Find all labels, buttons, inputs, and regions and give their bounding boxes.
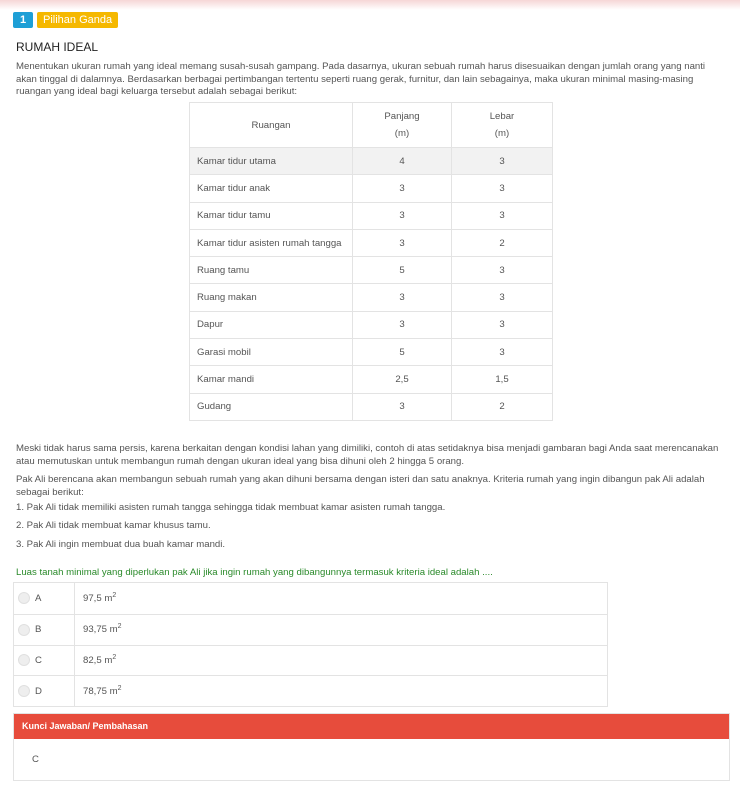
option-value: 97,5 $m^2$ [83, 591, 117, 604]
option-value: 78,75 $m^2$ [83, 684, 122, 697]
table-row [190, 366, 553, 393]
room-length: 3 [353, 175, 452, 202]
answer-key-value: C [32, 754, 39, 765]
criteria-item-1: 1. Pak Ali tidak memiliki asisten rumah tangga sehingga tidak membuat kamar asisten rumah tangga. [16, 502, 446, 513]
intro-paragraph: Menentukan ukuran rumah yang ideal memang susah-susah gampang. Pada dasarnya, ukuran sebuah rumah harus disesuaikan dengan jumlah orang yang nanti akan tinggal di dalamnya. Berdasarkan berbagai pertimbangan tertentu seperti ruang gerak, furnitur, dan lain sebagainya, maka ukuran minimal masing-masing ruangan yang ideal bagi keluarga tersebut adalah sebagai berikut: [16, 61, 706, 97]
option-divider [74, 615, 75, 645]
room-name: Kamar tidur utama [190, 148, 353, 175]
room-width: 3 [452, 148, 553, 175]
answer-key-header: Kunci Jawaban/ Pembahasan [14, 714, 729, 739]
room-name: Ruang makan [190, 284, 353, 311]
room-width: 3 [452, 175, 553, 202]
question-header [13, 12, 118, 28]
passage-title: RUMAH IDEAL [16, 40, 99, 54]
table-row [190, 311, 553, 338]
option-value: 82,5 $m^2$ [83, 653, 117, 666]
option-a[interactable] [14, 583, 607, 614]
option-c[interactable] [14, 645, 607, 676]
room-name: Kamar tidur anak [190, 175, 353, 202]
option-d[interactable] [14, 675, 607, 706]
radio-d[interactable] [18, 685, 30, 697]
room-length: 3 [353, 202, 452, 229]
room-name: Gudang [190, 393, 353, 420]
criteria-item-2: 2. Pak Ali tidak membuat kamar khusus tamu. [16, 520, 211, 531]
answer-options [13, 582, 608, 707]
option-b[interactable] [14, 614, 607, 645]
room-width: 3 [452, 257, 553, 284]
top-gradient-strip [0, 0, 740, 10]
pak-ali-paragraph: Pak Ali berencana akan membangun sebuah rumah yang akan dihuni bersama dengan isteri dan satu anaknya. Kriteria rumah yang ingin dibangun pak Ali adalah sebagai berikut: [16, 474, 705, 498]
room-width: 3 [452, 311, 553, 338]
radio-b[interactable] [18, 624, 30, 636]
criteria-item-3: 3. Pak Ali ingin membuat dua buah kamar mandi. [16, 539, 226, 550]
table-row [190, 257, 553, 284]
option-letter: D [35, 685, 42, 697]
table-row [190, 229, 553, 256]
table-row [190, 284, 553, 311]
option-value: 93,75 $m^2$ [83, 623, 122, 636]
table-row [190, 339, 553, 366]
header-lebar: Lebar (m) [452, 103, 553, 148]
room-length: 5 [353, 257, 452, 284]
option-letter: C [35, 654, 42, 666]
room-name: Kamar tidur tamu [190, 202, 353, 229]
room-width: 3 [452, 284, 553, 311]
table-row [190, 148, 553, 175]
room-name: Garasi mobil [190, 339, 353, 366]
table-row [190, 202, 553, 229]
room-name: Ruang tamu [190, 257, 353, 284]
room-width: 1,5 [452, 366, 553, 393]
radio-c[interactable] [18, 654, 30, 666]
room-name: Kamar tidur asisten rumah tangga [190, 229, 353, 256]
table-header-row [190, 103, 553, 148]
room-length: 4 [353, 148, 452, 175]
option-divider [74, 583, 75, 614]
room-width: 2 [452, 229, 553, 256]
room-width: 3 [452, 339, 553, 366]
room-length: 5 [353, 339, 452, 366]
context-paragraph: Meski tidak harus sama persis, karena berkaitan dengan kondisi lahan yang dimiliki, contoh di atas setidaknya bisa menjadi gambaran bagi Anda saat merencanakan atau memutuskan untuk membangun rumah dengan ukuran ideal yang bisa dihuni oleh 2 hingga 5 orang. [16, 443, 719, 467]
option-divider [74, 676, 75, 706]
room-width: 2 [452, 393, 553, 420]
room-length: 3 [353, 393, 452, 420]
room-length: 2,5 [353, 366, 452, 393]
radio-a[interactable] [18, 592, 30, 604]
room-size-table [189, 102, 553, 421]
option-divider [74, 646, 75, 676]
question-text: Luas tanah minimal yang diperlukan pak Ali jika ingin rumah yang dibangunnya termasuk kriteria ideal adalah .... [16, 567, 493, 578]
question-number-badge: 1 [13, 12, 33, 28]
room-name: Dapur [190, 311, 353, 338]
room-length: 3 [353, 284, 452, 311]
room-length: 3 [353, 311, 452, 338]
header-ruangan: Ruangan [190, 103, 353, 148]
room-width: 3 [452, 202, 553, 229]
table-row [190, 393, 553, 420]
option-letter: A [35, 592, 42, 604]
room-name: Kamar mandi [190, 366, 353, 393]
option-letter: B [35, 624, 42, 636]
table-row [190, 175, 553, 202]
answer-key-panel [13, 713, 730, 781]
room-length: 3 [353, 229, 452, 256]
header-panjang: Panjang (m) [353, 103, 452, 148]
question-type-badge: Pilihan Ganda [37, 12, 118, 28]
